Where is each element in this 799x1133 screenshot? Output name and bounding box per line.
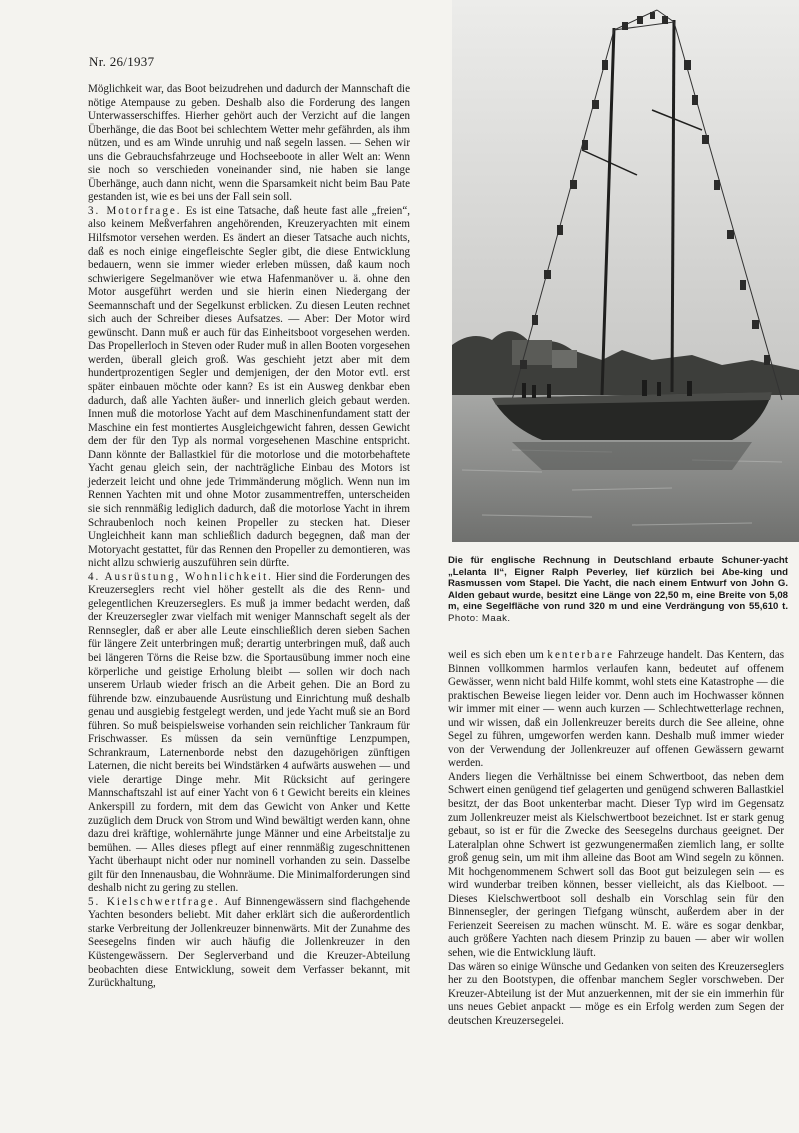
paragraph: Möglichkeit war, das Boot beizudrehen und dadurch der Mannschaft die nötige Atempause zu geben. Deshalb also die Forderung des langen Unterwasserschiffes. Hierher gehört auch der Verzicht auf die langen Überhänge, die das Boot bei schlechtem Wetter mehr gefährden, als ihm nützen, und es am Winde unruhig und naß segeln lassen. — Sehen wir uns die Gebrauchsfahrzeuge und Hochseeboote in aller Welt an: Wenn sie noch so verschieden voneinander sind, nie haben sie lange Überhänge, auch dann nicht, wenn die Sparsamkeit nicht beim Bau Pate gestanden ist, wie es bei uns der Fall sein soll. bbox=[88, 83, 410, 204]
paragraph: Anders liegen die Verhältnisse bei einem Schwertboot, das neben dem Schwert einen genügend tief gelagerten und genügend schweren Ballastkiel besitzt, der das Boot unkenterbar macht. Dieser Typ wird im Gegensatz zum Jollenkreuzer meist als Kielschwertboot bezeichnet. Ist er stark genug gebaut, so ist er für die Zwecke des Seesegelns durchaus geeignet. Der Lateralplan ohne Schwert ist gezwungenermaßen ziemlich lang, er sollte groß genug sein, um mit ihm alleine das Boot am Wind segeln zu können. Mit hochgenommenem Schwert soll das Boot gut beizulegen sein — es wird wunderbar treiben können, besser vielleicht, als das Kielboot. — Dieses Kielschwertboot soll deshalb ein Vorschlag sein für den Binnensegler, der geringen Tiefgang wünscht, außerdem aber in der Ferienzeit Seereisen zu machen wünscht. M. E. wäre es sogar denkbar, auch größere Yachten nach diesem Prinzip zu bauen — aber wir wollen sehen, wie die Entwicklung läuft. bbox=[448, 770, 784, 960]
photo-credit: Photo: Maak. bbox=[448, 612, 511, 624]
paragraph-ausruestung bbox=[88, 571, 410, 896]
caption-text: Die für englische Rechnung in Deutschland erbaute Schuner-yacht „Lelanta II“, Eigner Ralph Peverley, lief kürzlich bei Abe-king und Rasmussen vom Stapel. Die Yacht, die nach einem Entwurf von John G. Alden gebaut wurde, besitzt eine Länge von 22,50 m, eine Breite von 5,08 m, eine Segelfläche von rund 320 m und eine Verdrängung von 55,610 t. bbox=[448, 555, 788, 612]
paragraph-text: Auf Binnengewässern sind flachgehende Yachten besonders beliebt. Mit daher erklärt sich die außerordentlich starke Verbreitung der Jollenkreuzer binnenwärts. Mit der Zunahme des Seesegelns finden wir auch häufig die Jollenkreuzer in den Küstengewässern. Der Seglerverband und die Kreuzer-Abteilung beobachten diese Entwicklung, soweit dem Verfasser bekannt, mit Zurückhaltung, bbox=[88, 895, 411, 990]
paragraph-kielschwert bbox=[88, 896, 410, 991]
schooner-photo bbox=[452, 0, 799, 542]
paragraph bbox=[448, 649, 784, 771]
section-heading: 5. Kielschwertfrage. bbox=[88, 895, 220, 908]
paragraph-text: Fahrzeuge handelt. Das Kentern, das Binnen vollkommen harmlos verlaufen kann, bedeutet auf offenem Gewässer, wenn nicht bald Hilfe kommt, wohl stets eine Katastrophe — die praktischen Beweise liegen leider vor. Denn auch im Hochwasser können wir immer mit einer — wenn auch kurzen — Schlechtwetterlage rechnen, und wir wissen, daß ein Jollenkreuzer bereits durch die See alleine, ohne Segel zu führen, umgeworfen werden kann. Deshalb muß immer wieder von der Verwendung der Jollenkreuzer auf offenen Gewässern gewarnt werden. bbox=[448, 649, 784, 770]
section-heading: 3. Motorfrage. bbox=[88, 204, 182, 217]
section-heading: 4. Ausrüstung, Wohnlichkeit. bbox=[88, 570, 273, 583]
left-column bbox=[88, 83, 410, 991]
photo-caption bbox=[448, 555, 788, 624]
page-number: Nr. 26/1937 bbox=[89, 54, 155, 69]
paragraph-motorfrage bbox=[88, 205, 410, 571]
paragraph: Das wären so einige Wünsche und Gedanken von seiten des Kreuzerseglers her zu den Bootstypen, die offenbar manchem Segler vorschweben. Der Kreuzer-Abteilung ist der Mut anzuerkennen, mit der sie ein immerhin für uns neues Gebiet anpackt — möge es ein Erfolg werden zum Segen der deutschen Kreuzersegelei. bbox=[448, 960, 784, 1027]
paragraph-text: Hier sind die Forderungen des Kreuzerseglers recht viel höher gestellt als die des Renn- und gelegentlichen Kreuzerseglers. Es muß ja immer bedacht werden, daß der Kreuzersegler zwar vielfach mit weniger Mannschaft segelt als der Rennsegler, daß er aber alle Leute einschließlich deren sieben Sachen für längere Zeit unterbringen muß; derartig unterbringen muß, daß auch bei längeren Törns die Reise bzw. die Sportausübung immer noch eine körperliche und geistige Erholung bleibt — sollen wir doch nach unserem Urlaub wieder frisch an die Arbeit gehen. Die an Bord zu führende bzw. einzubauende Ausrüstung und Einrichtung muß deshalb genau und ausgiebig festgelegt werden, und jede Yacht muß sie an Bord führen. So muß beispielsweise vorhanden sein reichlicher Tankraum für Frischwasser. Es müssen da sein vernünftige Lenzpumpen, Schrankraum, Laternenborde nebst den dazugehörigen zünftigen Laternen, die nicht bereits bei Windstärken 4 aufwärts auswehen — und viele derartige Dinge mehr. Mit Rücksicht auf geringere Mannschaftszahl ist auf einer Yacht von 6 t Gewicht bereits ein kleines Ankerspill zu fordern, mit dem das Gewicht von Anker und Kette zuzüglich dem Druck von Strom und Wind bewältigt werden kann, ohne dazu drei kräftige, wohlernährte junge Männer und eine Arbeitstalje zu bemühen. — Alles dieses pflegt auf einer rennmäßig zugeschnittenen Yacht überhaupt nicht oder nur nominell vorhanden zu sein. Dasselbe gilt für den Innenausbau, die Wohnräume. Die Minimalforderungen sind deshalb nicht zu gering zu stellen. bbox=[88, 570, 410, 895]
paragraph-text: Es ist eine Tatsache, daß heute fast alle „freien“, also keinem Meßverfahren angehörenden, Kreuzeryachten mit einem Hilfsmotor versehen werden. Es ändert an dieser Tatsache auch nichts, daß es noch einige eingefleischte Segler gibt, die diese Entwicklung bedauern, wenn sie immer wieder erleben müssen, daß kaum noch schwierigere Segelmanöver wie etwa Hafenmanöver u. ä. ohne den Motor ausgeführt werden und sie hierin einen Niedergang der Seemannschaft und der Segelkunst erblicken. Zu diesen Leuten rechnet sich auch der Schreiber dieses Aufsatzes. — Aber: Der Motor wird gewünscht. Dann muß er auch für das Einheitsboot vorgesehen werden. Das Propellerloch in Steven oder Ruder muß in allen Booten vorgesehen werden, überall gleich groß. Was geschieht jetzt aber mit dem hundertprozentigen Segler und demjenigen, der den Motor evtl. erst später einbauen möchte oder kann? Es ist ein Ausweg denkbar eben dadurch, daß alle Yachten äußer- und innerlich gleich gebaut werden. Innen muß die motorlose Yacht auf dem Maschinenfundament statt der Maschine ein fest montiertes Ausgleichgewicht fahren, dessen Gewicht dem der für den Typ als normal vorgesehenen Maschine entspricht. Dann könnte der Ballastkiel für die motorlose und die motorbehaftete Yacht genau gleich sein, der nachträgliche Einbau des Motors ist jederzeit leicht und ohne jede Trimmänderung möglich. Wenn nun im Rennen Yachten mit und ohne Motor zusammentreffen, unterscheiden sie sich rennmäßig lediglich dadurch, daß die motorlose Yacht in ihrem Schraubenloch noch keinen Propeller zu stecken hat. Dieser Ungleichheit kann man schließlich dadurch begegnen, daß man der Motoryacht gestattet, für das Rennen den Propeller zu demontieren, was nicht allzu schwierig auszuführen sein dürfte. bbox=[88, 204, 410, 570]
paragraph-text: weil es sich eben um bbox=[448, 649, 544, 661]
emphasized-word: kenterbare bbox=[547, 649, 615, 661]
schooner-illustration bbox=[452, 0, 799, 542]
right-column bbox=[448, 649, 784, 1028]
